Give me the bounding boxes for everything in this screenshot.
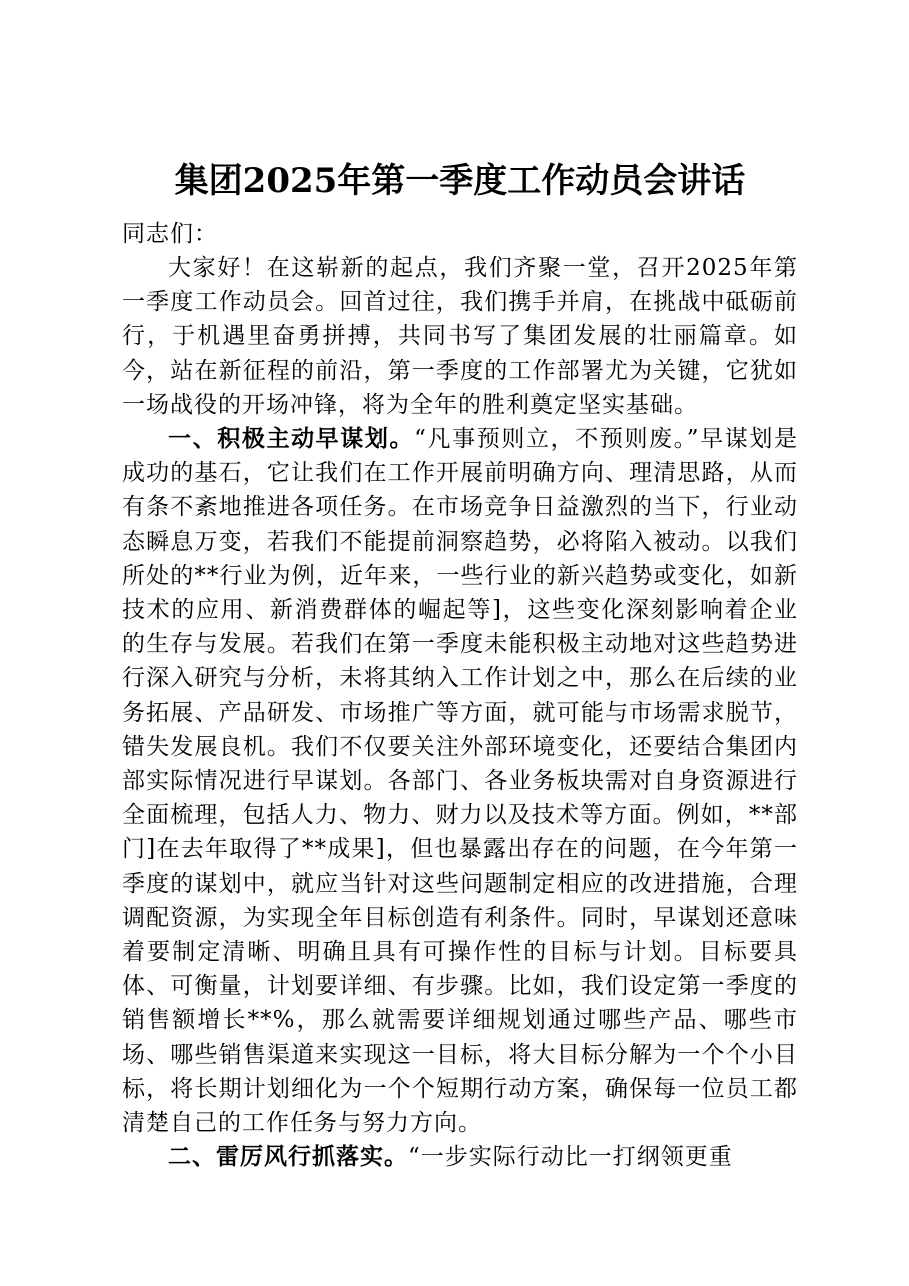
section-1-heading: 一、积极主动早谋划。 <box>168 425 415 453</box>
section-1-paragraph <box>122 422 798 1140</box>
salutation: 同志们： <box>122 221 218 247</box>
document-title: 集团2025年第一季度工作动员会讲话 <box>174 161 746 201</box>
section-2-paragraph <box>122 1140 798 1174</box>
section-2-text: “一步实际行动比一打纲领更重 <box>408 1144 733 1171</box>
intro-paragraph: 大家好！在这崭新的起点，我们齐聚一堂，召开2025年第一季度工作动员会。回首过往，我们携手并肩，在挑战中砥砺前行，于机遇里奋勇拼搏，共同书写了集团发展的壮丽篇章。如今，站在新征程的前沿，第一季度的工作部署尤为关键，它犹如一场战役的开场冲锋，将为全年的胜利奠定坚实基础。 <box>122 255 798 418</box>
section-2-heading: 二、雷厉风行抓落实。 <box>168 1143 408 1171</box>
document-body <box>122 251 798 1174</box>
document-page <box>122 155 798 1174</box>
section-1-text: “凡事预则立，不预则废。”早谋划是成功的基石，它让我们在工作开展前明确方向、理清思路，从而有条不紊地推进各项任务。在市场竞争日益激烈的当下，行业动态瞬息万变，若我们不能提前洞察趋势，必将陷入被动。以我们所处的**行业为例，近年来，一些行业的新兴趋势或变化，如新技术的应用、新消费群体的崛起等]，这些变化深刻影响着企业的生存与发展。若我们在第一季度未能积极主动地对这些趋势进行深入研究与分析，未将其纳入工作计划之中，那么在后续的业务拓展、产品研发、市场推广等方面，就可能与市场需求脱节，错失发展良机。我们不仅要关注外部环境变化，还要结合集团内部实际情况进行早谋划。各部门、各业务板块需对自身资源进行全面梳理，包括人力、物力、财力以及技术等方面。例如，**部门]在去年取得了**成果]，但也暴露出存在的问题，在今年第一季度的谋划中，就应当针对这些问题制定相应的改进措施，合理调配资源，为实现全年目标创造有利条件。同时，早谋划还意味着要制定清晰、明确且具有可操作性的目标与计划。目标要具体、可衡量，计划要详细、有步骤。比如，我们设定第一季度的销售额增长**%，那么就需要详细规划通过哪些产品、哪些市场、哪些销售渠道来实现这一目标，将大目标分解为一个个小目标，将长期计划细化为一个个短期行动方案，确保每一位员工都清楚自己的工作任务与努力方向。 <box>122 426 798 1137</box>
